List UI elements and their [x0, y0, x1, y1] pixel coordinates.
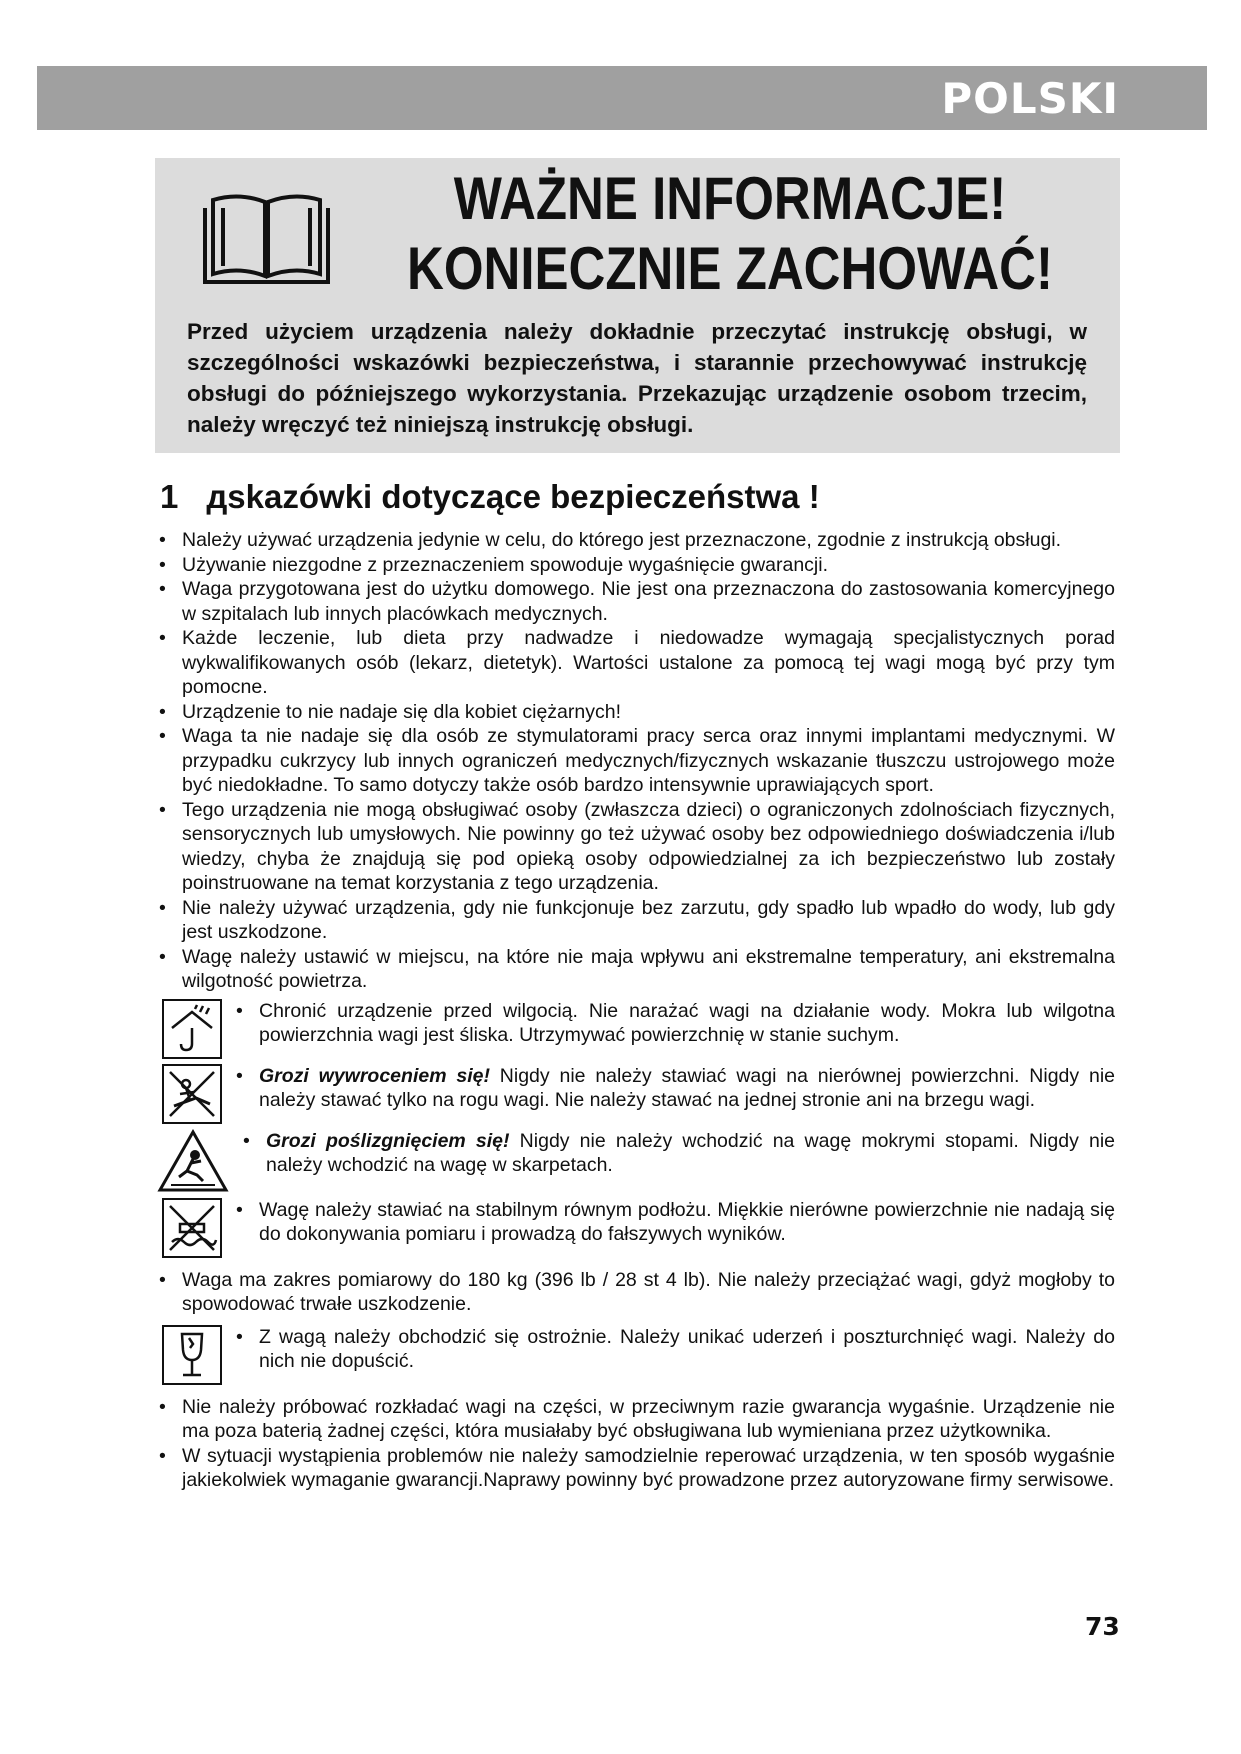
- language-label: POLSKI: [941, 74, 1119, 123]
- section-heading: [160, 477, 820, 517]
- bullet-item: • Nie należy próbować rozkładać wagi na części, w przeciwnym razie gwarancja wygaśnie. Urządzenie nie ma poza baterią żadnej części, która musiałaby być obsługiwana lub wymieniana przez użytkownika.: [155, 1395, 1115, 1444]
- slip-warning: [155, 1129, 1115, 1193]
- language-header-bar: [37, 66, 1207, 130]
- slip-text: [239, 1129, 1115, 1193]
- info-text: Przed użyciem urządzenia należy dokładnie przeczytać instrukcję obsługi, w szczególności wskazówki bezpieczeństwa, i starannie przechowywać instrukcję obsługi do późniejszego wykorzystania. Przekazując urządzenie osobom trzecim, należy wręczyć też niniejszą instrukcję obsługi.: [187, 319, 1087, 437]
- info-title-line2: KONIECZNIE ZACHOWAĆ!: [407, 235, 1053, 302]
- slip-emphasis: Grozi poślizgnięciem się!: [266, 1129, 510, 1152]
- bullet-item: • Urządzenie to nie nadaje się dla kobiet ciężarnych!: [155, 700, 1115, 725]
- umbrella-moisture-icon: [162, 999, 222, 1059]
- bullet-item: • Tego urządzenia nie mogą obsługiwać osoby (zwłaszcza dzieci) o ograniczonych zdolnościach fizycznych, sensorycznych lub umysłowych. Nie powinny go też używać osoby bez odpowiedniego doświadczenia i/lub wiedzy, chyba że znajdują się pod opieką osoby odpowiedzialnej za ich bezpieczeństwo lub zostały poinstruowane na temat korzystania z tego urządzenia.: [155, 798, 1115, 896]
- open-book-icon: [199, 186, 334, 288]
- section-number: 1: [160, 478, 179, 515]
- moisture-warning: [155, 999, 1115, 1059]
- section-title: дskazówki dotyczące bezpieczeństwa !: [206, 478, 820, 515]
- info-title-line1: WAŻNE INFORMACJE!: [453, 165, 1007, 232]
- tipping-body: Nigdy nie należy stawiać wagi na nierównej powierzchni. Nigdy nie należy stawać tylko na rogu wagi. Nie należy stawać na jednej stronie ani na brzegu wagi.: [259, 1064, 1115, 1111]
- safety-content: [155, 528, 1115, 1493]
- capacity-text: • Waga ma zakres pomiarowy do 180 kg (396 lb / 28 st 4 lb). Nie należy przeciążać wagi, gdyż mogłoby to spowodować trwałe uszkodzenie.: [155, 1268, 1115, 1317]
- bullet-item: • Używanie niezgodne z przeznaczeniem spowoduje wygaśnięcie gwarancji.: [155, 553, 1115, 578]
- moisture-text: • Chronić urządzenie przed wilgocią. Nie narażać wagi na działanie wody. Mokra lub wilgotna powierzchnia wagi jest śliska. Utrzymywać powierzchnię w stanie suchym.: [232, 999, 1115, 1059]
- fragile-glass-icon: [162, 1325, 222, 1385]
- tipping-warning: [155, 1064, 1115, 1124]
- no-soft-surface-icon: [162, 1198, 222, 1258]
- bullet-item: • Waga ta nie nadaje się dla osób ze stymulatorami pracy serca oraz innymi implantami medycznymi. W przypadku cukrzycy lub innych ograniczeń medycznych/fizycznych wskazanie tłuszczu ustrojowego może być niedokładne. To samo dotyczy także osób bardzo intensywnie uprawiających sport.: [155, 724, 1115, 798]
- info-title: [403, 164, 1058, 304]
- slip-hazard-icon: [157, 1129, 229, 1193]
- tipping-text: [232, 1064, 1115, 1124]
- tipping-emphasis: Grozi wywroceniem się!: [259, 1064, 490, 1087]
- bullet-item: • Każde leczenie, lub dieta przy nadwadze i niedowadze wymagają specjalistycznych porad wykwalifikowanych osób (lekarz, dietetyk). Wartości ustalone za pomocą tej wagi mogą być przy tym pomocne.: [155, 626, 1115, 700]
- bullet-item: • W sytuacji wystąpienia problemów nie należy samodzielnie reperować urządzenia, w ten sposób wygaśnie jakiekolwiek wymaganie gwarancji.Naprawy powinny być prowadzone przez autoryzowane firmy serwisowe.: [155, 1444, 1115, 1493]
- fragile-warning: [155, 1325, 1115, 1385]
- surface-text: • Wagę należy stawiać na stabilnym równym podłożu. Miękkie nierówne powierzchnie nie nadają się do dokonywania pomiaru i prowadzą do fałszywych wyników.: [232, 1198, 1115, 1258]
- bullet-item: • Nie należy używać urządzenia, gdy nie funkcjonuje bez zarzutu, gdy spadło lub wpadło do wody, lub gdy jest uszkodzone.: [155, 896, 1115, 945]
- page-number: 73: [1085, 1612, 1120, 1641]
- fragile-text: • Z wagą należy obchodzić się ostrożnie. Należy unikać uderzeń i poszturchnięć wagi. Należy do nich nie dopuścić.: [232, 1325, 1115, 1385]
- no-tipping-icon: [162, 1064, 222, 1124]
- bullet-item: • Należy używać urządzenia jedynie w celu, do którego jest przeznaczone, zgodnie z instrukcją obsługi.: [155, 528, 1115, 553]
- surface-warning: [155, 1198, 1115, 1258]
- bullet-item: • Wagę należy ustawić w miejscu, na które nie maja wpływu ani ekstremalne temperatury, ani ekstremalna wilgotność powietrza.: [155, 945, 1115, 994]
- important-info-box: [155, 158, 1120, 453]
- slip-body: Nigdy nie należy wchodzić na wagę mokrymi stopami. Nigdy nie należy wchodzić na wagę w skarpetach.: [266, 1129, 1115, 1176]
- bullet-item: • Waga przygotowana jest do użytku domowego. Nie jest ona przeznaczona do zastosowania komercyjnego w szpitalach lub innych placówkach medycznych.: [155, 577, 1115, 626]
